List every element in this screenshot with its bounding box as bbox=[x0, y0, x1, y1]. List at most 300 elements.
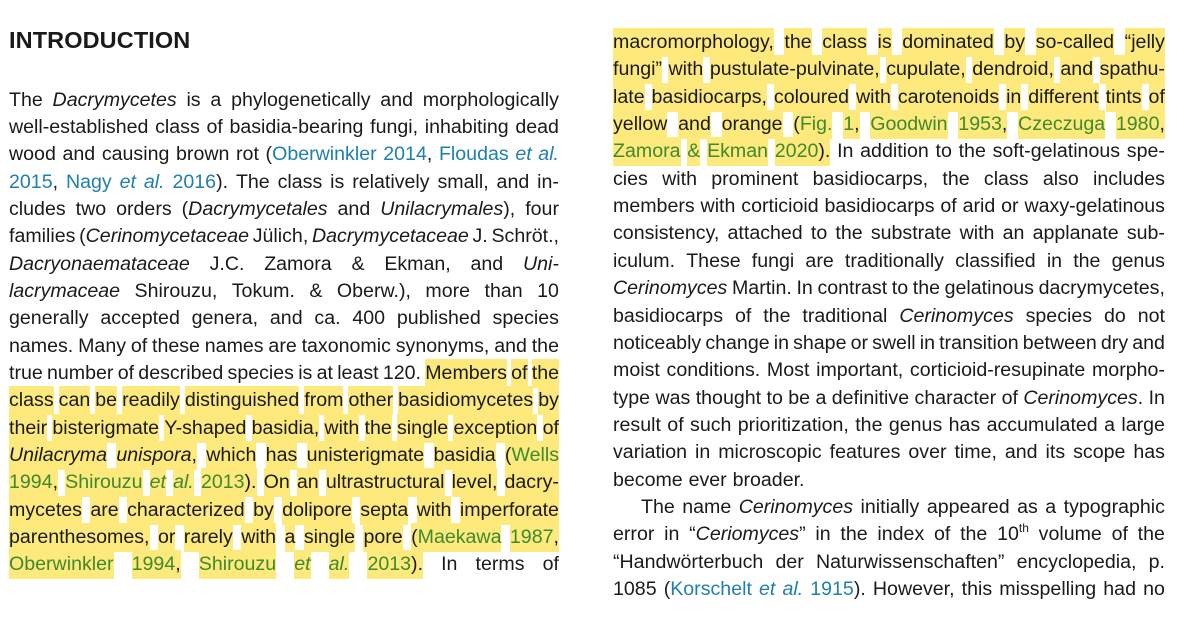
word bbox=[138, 359, 223, 388]
word bbox=[417, 496, 452, 525]
word bbox=[523, 250, 559, 279]
word bbox=[452, 468, 498, 497]
word bbox=[886, 55, 966, 84]
text-line bbox=[613, 384, 1165, 413]
word bbox=[268, 332, 296, 361]
text-run: families bbox=[9, 225, 76, 248]
word bbox=[782, 575, 803, 604]
text-run: rarely bbox=[183, 526, 233, 549]
text-run: Dacryonaemataceae bbox=[9, 252, 190, 275]
citation-link[interactable]: Czeczuga bbox=[1018, 113, 1106, 136]
text-run: and bbox=[1060, 58, 1094, 81]
text-run: swell bbox=[872, 331, 916, 354]
text-line bbox=[9, 468, 559, 497]
text-run: ). bbox=[818, 140, 831, 163]
text-run: spe- bbox=[1126, 140, 1165, 163]
word bbox=[515, 113, 559, 142]
word bbox=[958, 110, 1007, 139]
text-run: class bbox=[983, 167, 1029, 190]
text-line bbox=[9, 414, 559, 443]
text-run: dominated bbox=[902, 31, 994, 53]
word bbox=[767, 356, 809, 385]
word bbox=[285, 523, 296, 552]
word bbox=[739, 493, 853, 522]
text-run: Dacrymycetaceae bbox=[311, 225, 469, 248]
word bbox=[47, 359, 113, 388]
citation-link[interactable]: al. bbox=[173, 471, 194, 494]
word bbox=[613, 192, 695, 221]
word bbox=[76, 195, 107, 224]
word bbox=[1064, 493, 1165, 522]
word bbox=[380, 86, 413, 115]
word bbox=[1103, 575, 1136, 604]
word bbox=[384, 250, 450, 279]
text-line bbox=[613, 274, 1165, 303]
citation-link[interactable]: Maekawa bbox=[417, 526, 502, 549]
word bbox=[613, 520, 654, 549]
word bbox=[813, 165, 928, 194]
word bbox=[845, 247, 944, 276]
text-run: coloured bbox=[773, 85, 850, 108]
text-run: attached bbox=[727, 222, 803, 245]
text-run: be bbox=[95, 389, 118, 412]
word bbox=[186, 86, 200, 115]
citation-link[interactable]: Floudas bbox=[438, 143, 509, 166]
text-run: prioritization, bbox=[737, 413, 849, 436]
citation-link[interactable]: 1980 bbox=[1115, 113, 1160, 136]
text-run: class bbox=[822, 31, 867, 53]
citation-link[interactable]: Nagy bbox=[65, 170, 112, 193]
text-run: as bbox=[1017, 495, 1038, 518]
text-run: bisterigmate bbox=[52, 416, 160, 439]
word bbox=[1023, 384, 1143, 413]
text-run: & bbox=[309, 279, 323, 302]
text-run: are bbox=[90, 498, 119, 521]
word bbox=[532, 359, 559, 388]
word bbox=[1127, 137, 1165, 166]
word bbox=[132, 550, 181, 579]
text-run: mycetes bbox=[9, 498, 82, 521]
text-run: ). bbox=[244, 471, 257, 494]
word bbox=[253, 222, 309, 251]
text-run: in bbox=[695, 441, 711, 464]
word bbox=[898, 83, 999, 112]
word bbox=[1028, 83, 1098, 112]
text-run: the bbox=[840, 523, 868, 546]
text-run: Cerinomyces bbox=[613, 277, 728, 300]
word bbox=[960, 520, 987, 549]
text-line bbox=[613, 548, 1165, 577]
word bbox=[613, 438, 687, 467]
word bbox=[1104, 302, 1126, 331]
text-run: and bbox=[269, 307, 303, 330]
text-run: is bbox=[186, 88, 201, 111]
word bbox=[652, 83, 767, 112]
text-run: dolipore bbox=[282, 498, 352, 521]
citation-link[interactable]: Wells bbox=[511, 444, 559, 467]
citation-link[interactable]: 2020 bbox=[774, 140, 819, 163]
text-line bbox=[613, 110, 1165, 139]
text-run: also bbox=[1042, 167, 1079, 190]
text-run: der bbox=[775, 550, 804, 573]
word bbox=[613, 247, 675, 276]
citation-link[interactable]: Oberwinkler bbox=[272, 143, 377, 166]
word bbox=[1143, 575, 1165, 604]
word bbox=[939, 329, 1019, 358]
text-run: well-established bbox=[9, 115, 149, 138]
citation-link[interactable]: & bbox=[687, 140, 701, 163]
word bbox=[9, 468, 58, 497]
word bbox=[9, 168, 58, 197]
word bbox=[655, 384, 690, 413]
word bbox=[9, 86, 43, 115]
text-run: genus bbox=[888, 413, 943, 436]
citation-link[interactable]: 2014 bbox=[383, 143, 427, 166]
word bbox=[860, 137, 929, 166]
text-run: , bbox=[1001, 113, 1008, 136]
word bbox=[793, 329, 846, 358]
word bbox=[229, 113, 363, 142]
word bbox=[201, 468, 257, 497]
word bbox=[9, 359, 43, 388]
text-run: dendroid, bbox=[972, 58, 1054, 81]
text-line bbox=[9, 332, 559, 361]
text-run: and bbox=[496, 170, 530, 193]
text-run: broader. bbox=[732, 468, 805, 491]
word bbox=[1133, 438, 1165, 467]
text-run: the bbox=[855, 413, 883, 436]
word bbox=[370, 113, 418, 142]
text-run: , bbox=[854, 113, 860, 136]
text-run: ( bbox=[265, 143, 273, 166]
text-line bbox=[9, 250, 559, 279]
citation-link[interactable]: et bbox=[759, 578, 776, 600]
word bbox=[453, 414, 537, 443]
word bbox=[253, 496, 274, 525]
text-line bbox=[9, 222, 559, 251]
word bbox=[687, 137, 700, 166]
word bbox=[815, 520, 830, 549]
text-run: other bbox=[348, 389, 394, 412]
text-run: . bbox=[1137, 386, 1144, 409]
word bbox=[871, 219, 952, 248]
text-run: , bbox=[553, 526, 559, 549]
word bbox=[266, 140, 377, 169]
citation-link[interactable]: 2016 bbox=[172, 170, 217, 193]
text-line bbox=[9, 168, 559, 197]
text-run: Dacrymycetales bbox=[188, 197, 328, 220]
word bbox=[784, 28, 811, 57]
citation-link[interactable]: 2015 bbox=[9, 170, 53, 193]
word bbox=[348, 386, 393, 415]
text-run: macromorphology, bbox=[613, 31, 774, 53]
word bbox=[695, 438, 710, 467]
text-run: their bbox=[9, 416, 48, 439]
citation-link[interactable]: Goodwin bbox=[870, 113, 948, 136]
word bbox=[816, 356, 903, 385]
text-run: is bbox=[877, 31, 892, 53]
text-run: to bbox=[766, 386, 783, 409]
citation-link[interactable]: Zamora bbox=[613, 140, 681, 163]
word bbox=[662, 165, 697, 194]
word bbox=[383, 140, 432, 169]
text-run: , bbox=[1159, 113, 1165, 136]
word bbox=[902, 28, 994, 57]
text-run: 400 bbox=[352, 307, 386, 330]
word bbox=[439, 140, 509, 169]
word bbox=[718, 438, 821, 467]
text-run: the bbox=[912, 277, 940, 300]
citation-link[interactable]: 1994 bbox=[131, 553, 176, 576]
text-run: not bbox=[1137, 304, 1165, 327]
word bbox=[397, 304, 481, 333]
text-run: dead bbox=[515, 115, 559, 138]
word bbox=[822, 28, 867, 57]
text-run: Ekman, bbox=[384, 252, 451, 275]
text-run: 10 bbox=[537, 279, 559, 302]
citation-link[interactable]: 1 bbox=[843, 113, 855, 136]
word bbox=[774, 329, 789, 358]
word bbox=[1017, 493, 1038, 522]
text-line bbox=[613, 137, 1165, 166]
word bbox=[210, 86, 221, 115]
word bbox=[210, 250, 245, 279]
word bbox=[752, 247, 795, 276]
text-run: has bbox=[948, 413, 981, 436]
text-run: In bbox=[837, 140, 854, 163]
text-run: these bbox=[152, 334, 200, 357]
text-run: with bbox=[959, 222, 995, 245]
word bbox=[999, 575, 1096, 604]
word bbox=[805, 247, 833, 276]
text-run: Naturwissenschaften” bbox=[816, 550, 1005, 573]
word bbox=[1093, 165, 1165, 194]
word bbox=[297, 468, 319, 497]
word bbox=[525, 195, 559, 224]
word bbox=[304, 523, 355, 552]
word bbox=[185, 386, 299, 415]
text-run: to bbox=[935, 140, 952, 163]
text-run: morphologically bbox=[422, 88, 559, 111]
text-run: of bbox=[117, 362, 135, 384]
text-run: do bbox=[1103, 304, 1126, 327]
text-run: over bbox=[908, 441, 947, 464]
word bbox=[1045, 493, 1056, 522]
text-run: single bbox=[303, 526, 356, 549]
word bbox=[816, 548, 1004, 577]
citation-link[interactable]: al. bbox=[328, 553, 350, 576]
text-run: scope bbox=[1073, 441, 1126, 464]
citation-link[interactable]: et bbox=[515, 143, 532, 166]
word bbox=[767, 384, 783, 413]
word bbox=[155, 113, 200, 142]
word bbox=[705, 329, 769, 358]
word bbox=[543, 414, 559, 443]
word bbox=[915, 384, 997, 413]
word bbox=[668, 55, 703, 84]
text-run: fungi” bbox=[613, 58, 663, 81]
citation-link[interactable]: 1915 bbox=[810, 578, 854, 600]
text-run: corticioid-resupinate bbox=[909, 359, 1086, 382]
citation-link[interactable]: al. bbox=[538, 143, 559, 166]
text-run: genus bbox=[1111, 249, 1165, 272]
citation-link[interactable]: Korschelt bbox=[670, 578, 752, 600]
word bbox=[127, 496, 245, 525]
text-run: in bbox=[773, 331, 789, 354]
word bbox=[485, 277, 523, 306]
text-run: or bbox=[157, 526, 176, 549]
text-run: name bbox=[682, 495, 732, 518]
text-run: traditional bbox=[802, 304, 888, 327]
word bbox=[889, 411, 942, 440]
word bbox=[1046, 438, 1066, 467]
word bbox=[538, 386, 559, 415]
citation-link[interactable]: 2013 bbox=[367, 553, 412, 576]
text-run: classified bbox=[955, 249, 1036, 272]
text-run: On bbox=[263, 471, 290, 494]
citation-link[interactable]: al. bbox=[782, 578, 804, 600]
text-run: spathu- bbox=[1099, 58, 1165, 81]
citation-link[interactable]: 1987 bbox=[509, 526, 554, 549]
text-run: has bbox=[1133, 441, 1165, 464]
text-run: the bbox=[1137, 523, 1165, 546]
text-line bbox=[9, 550, 559, 579]
word bbox=[9, 414, 47, 443]
word bbox=[774, 83, 849, 112]
citation-link[interactable]: Ekman bbox=[707, 140, 769, 163]
text-run: result bbox=[613, 413, 661, 436]
text-run: is bbox=[298, 362, 313, 384]
word bbox=[1006, 83, 1021, 112]
text-run: conditions. bbox=[666, 359, 761, 382]
citation-link[interactable]: Fig. bbox=[799, 113, 833, 136]
word bbox=[664, 520, 679, 549]
word bbox=[532, 332, 559, 361]
word bbox=[690, 411, 731, 440]
word bbox=[920, 329, 935, 358]
citation-link[interactable]: Oberwinkler bbox=[9, 553, 114, 576]
text-run: brown bbox=[176, 143, 230, 166]
word bbox=[686, 247, 740, 276]
text-run: gelatinous bbox=[944, 277, 1034, 300]
word bbox=[314, 304, 340, 333]
text-run: Members bbox=[425, 362, 507, 384]
word bbox=[796, 274, 812, 303]
citation-link[interactable]: et bbox=[294, 553, 311, 576]
word bbox=[1023, 329, 1097, 358]
text-run: basidiocarps, bbox=[651, 85, 767, 108]
text-run: and bbox=[337, 197, 371, 220]
citation-link[interactable]: 2013 bbox=[200, 471, 245, 494]
word bbox=[1018, 110, 1105, 139]
word bbox=[9, 523, 150, 552]
text-run: a bbox=[210, 88, 222, 111]
word bbox=[294, 550, 310, 579]
word bbox=[228, 359, 294, 388]
text-run: basidia, bbox=[251, 416, 320, 439]
text-run: an bbox=[1002, 222, 1025, 245]
text-line bbox=[9, 359, 559, 388]
word bbox=[738, 411, 849, 440]
citation-link[interactable]: Shirouzu bbox=[198, 553, 277, 576]
citation-link[interactable]: et bbox=[119, 170, 136, 193]
word bbox=[367, 550, 423, 579]
citation-link[interactable]: al. bbox=[143, 170, 165, 193]
text-run: transition bbox=[939, 331, 1019, 354]
text-run: from bbox=[304, 389, 344, 412]
text-run: variation bbox=[613, 441, 688, 464]
text-run: J. bbox=[472, 225, 488, 248]
text-run: basidiocarps, bbox=[812, 167, 929, 190]
text-run: 120. bbox=[382, 362, 421, 384]
word bbox=[396, 332, 490, 361]
text-run: in bbox=[1006, 85, 1022, 108]
word bbox=[397, 414, 448, 443]
word bbox=[934, 520, 950, 549]
text-run: large bbox=[1121, 413, 1165, 436]
text-run: by bbox=[538, 389, 559, 412]
text-run: had bbox=[1103, 578, 1136, 600]
text-run: dry bbox=[1100, 331, 1129, 354]
word bbox=[927, 493, 1010, 522]
citation-link[interactable]: et bbox=[149, 471, 166, 494]
word bbox=[236, 140, 259, 169]
word bbox=[872, 329, 916, 358]
text-line bbox=[613, 165, 1165, 194]
text-run: ultrastructural bbox=[325, 471, 445, 494]
text-line bbox=[9, 113, 559, 142]
word bbox=[613, 137, 681, 166]
word bbox=[351, 250, 364, 279]
word bbox=[352, 304, 385, 333]
word bbox=[120, 168, 136, 197]
text-run: the bbox=[942, 167, 970, 190]
text-run: ever bbox=[688, 468, 727, 491]
text-run: encyclopedia, bbox=[1016, 550, 1137, 573]
citation-link[interactable]: Shirouzu bbox=[65, 471, 143, 494]
word bbox=[9, 277, 120, 306]
word bbox=[1138, 302, 1165, 331]
text-run: the bbox=[364, 416, 392, 439]
word bbox=[497, 168, 530, 197]
text-run: important, bbox=[816, 359, 904, 382]
text-run: characterized bbox=[127, 498, 245, 521]
text-run: between bbox=[1022, 331, 1097, 354]
text-run: ca. bbox=[314, 307, 341, 330]
word bbox=[802, 302, 887, 331]
text-run: class bbox=[9, 389, 54, 412]
word bbox=[425, 277, 470, 306]
text-line bbox=[9, 386, 559, 415]
citation-link[interactable]: 1994 bbox=[9, 471, 53, 494]
text-run: Tokum. bbox=[231, 279, 295, 302]
text-run: addition bbox=[860, 140, 929, 163]
word bbox=[908, 438, 946, 467]
word bbox=[843, 110, 859, 139]
word bbox=[1017, 548, 1137, 577]
text-run: the bbox=[1073, 249, 1101, 272]
text-line bbox=[9, 86, 559, 115]
text-run: the bbox=[531, 362, 559, 384]
citation-link[interactable]: 1953 bbox=[958, 113, 1002, 136]
word bbox=[100, 304, 180, 333]
text-line bbox=[613, 466, 1165, 495]
word bbox=[312, 222, 469, 251]
text-line bbox=[613, 575, 1165, 604]
word bbox=[182, 195, 328, 224]
word bbox=[337, 359, 378, 388]
text-run: soft-gelatinous bbox=[992, 140, 1121, 163]
